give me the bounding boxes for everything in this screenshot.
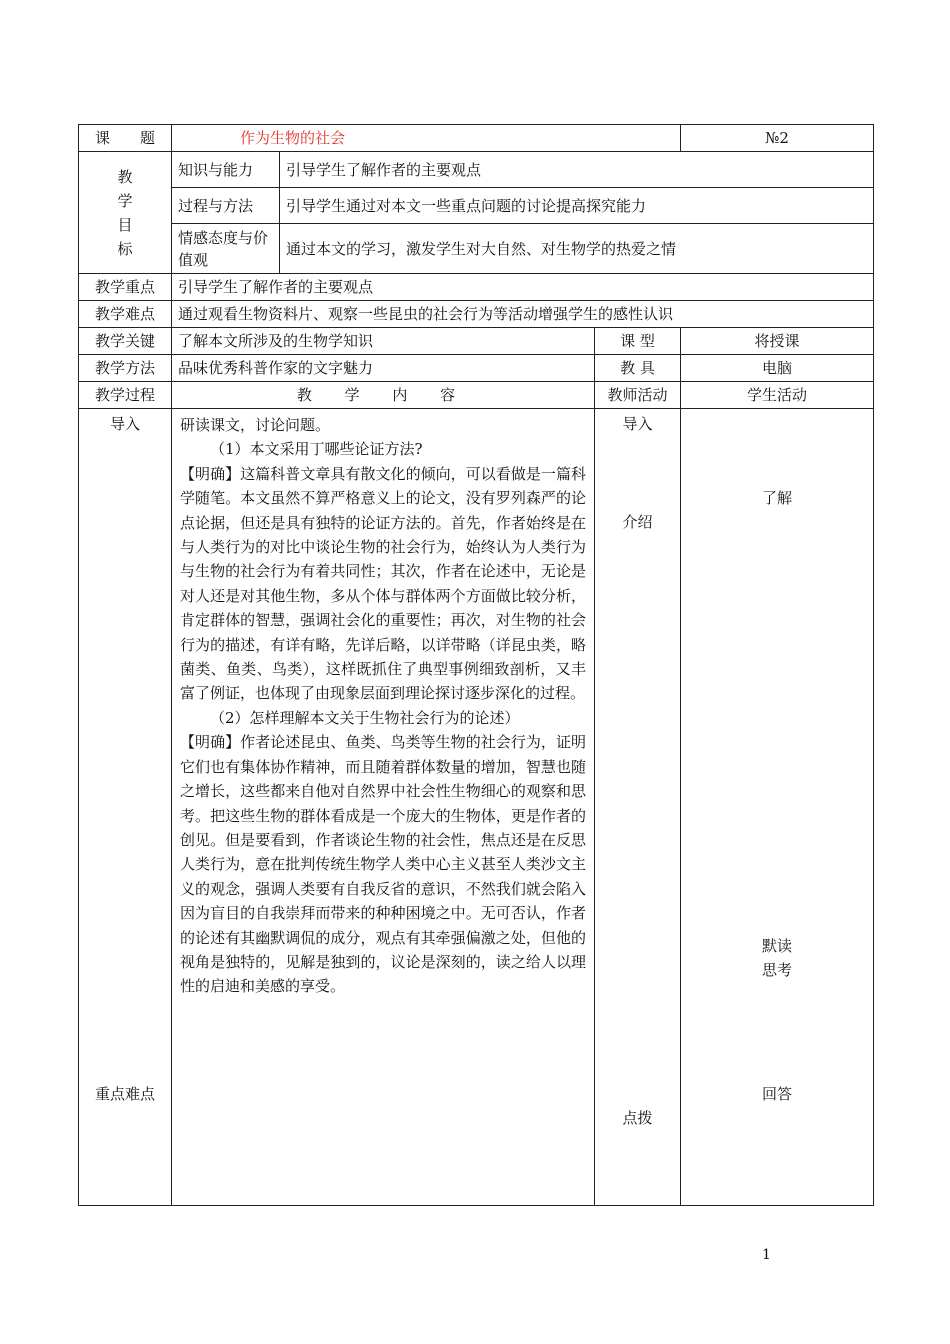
student-note-think: 思考: [762, 961, 793, 979]
goal-row-process: [79, 188, 874, 224]
key-row: [79, 328, 874, 355]
student-activity-cell: [681, 409, 874, 1206]
focus-label: 教学重点: [79, 274, 172, 301]
focus-value: 引导学生了解作者的主要观点: [172, 274, 874, 301]
process-stage-cell: [79, 409, 172, 1206]
page-number: 1: [762, 1247, 771, 1263]
difficulty-row: [79, 301, 874, 328]
teacher-note-guide: 点拨: [622, 1109, 653, 1127]
lesson-type-value: 将授课: [681, 328, 874, 355]
method-label: 教学方法: [79, 355, 172, 382]
goal-value: 通过本文的学习，激发学生对大自然、对生物学的热爱之情: [280, 224, 874, 274]
process-label: 教学过程: [79, 382, 172, 409]
process-body-row: [79, 409, 874, 1206]
stage-intro: 导入: [109, 415, 140, 433]
lesson-type-label: 课 型: [595, 328, 681, 355]
goals-label: 教 学 目 标: [79, 152, 172, 274]
teacher-note-introduce: 介绍: [622, 513, 653, 531]
method-row: [79, 355, 874, 382]
topic-row: [79, 125, 874, 152]
lesson-plan-table: [78, 124, 874, 1206]
student-note-answer: 回答: [762, 1085, 793, 1103]
stage-key-points: 重点难点: [94, 1085, 155, 1103]
topic-label: 课 题: [79, 125, 172, 152]
process-content-cell: [172, 409, 595, 1206]
goal-label: 过程与方法: [172, 188, 280, 224]
key-value: 了解本文所涉及的生物学知识: [172, 328, 595, 355]
goal-value: 引导学生了解作者的主要观点: [280, 152, 874, 188]
lesson-number: №2: [681, 125, 874, 152]
difficulty-value: 通过观看生物资料片、观察一些昆虫的社会行为等活动增强学生的感性认识: [172, 301, 874, 328]
goal-label: 情感态度与价值观: [172, 224, 280, 274]
student-activity-header: 学生活动: [681, 382, 874, 409]
goal-value: 引导学生通过对本文一些重点问题的讨论提高探究能力: [280, 188, 874, 224]
goal-label: 知识与能力: [172, 152, 280, 188]
tool-value: 电脑: [681, 355, 874, 382]
focus-row: [79, 274, 874, 301]
teacher-activity-header: 教师活动: [595, 382, 681, 409]
content-paragraph: （1）本文采用丁哪些论证方法?: [210, 440, 423, 459]
goal-row-emotion: [79, 224, 874, 274]
key-label: 教学关键: [79, 328, 172, 355]
process-header-row: [79, 382, 874, 409]
content-paragraph: 研读课文，讨论问题。: [180, 416, 331, 434]
content-paragraphs: [180, 411, 586, 999]
student-note-understand: 了解: [762, 489, 793, 507]
content-paragraph: （2）怎样理解本文关于生物社会行为的论述）: [210, 708, 520, 727]
topic-value: 作为生物的社会: [172, 125, 681, 152]
goal-row-knowledge: [79, 152, 874, 188]
teacher-activity-cell: [595, 409, 681, 1206]
content-paragraph: 【明确】作者论述昆虫、鱼类、鸟类等生物的社会行为，证明它们也有集体协作精神，而且随着群体数量的增加，智慧也随之增长，这些都来自他对自然界中社会性生物细心的观察和思考。把这些生物的群体看成是一个庞大的生物体，更是作者的创见。但是要看到，作者谈论生物的社会性，焦点还是在反思人类行为，意在批判传统生物学人类中心主义甚至人类沙文主义的观念，强调人类要有自我反省的意识，不然我们就会陷入因为盲目的自我崇拜而带来的种种困境之中。无可否认，作者的论述有其幽默调侃的成分，观点有其牵强偏激之处，但他的视角是独特的，见解是独到的，议论是深刻的，读之给人以理性的启迪和美感的享受。: [180, 733, 586, 996]
method-value: 品味优秀科普作家的文字魅力: [172, 355, 595, 382]
teacher-note-intro: 导入: [622, 415, 653, 433]
process-content-header: 教 学 内 容: [172, 382, 595, 409]
difficulty-label: 教学难点: [79, 301, 172, 328]
content-paragraph: 【明确】这篇科普文章具有散文化的倾向，可以看做是一篇科学随笔。本文虽然不算严格意义上的论文，没有罗列森严的论点论据，但还是具有独特的论证方法的。首先，作者始终是在与人类行为的对比中谈论生物的社会行为，始终认为人类行为与生物的社会行为有着共同性；其次，作者在论述中，无论是对人还是对其他生物，多从个体与群体两个方面做比较分析，肯定群体的智慧，强调社会化的重要性；再次，对生物的社会行为的描述，有详有略，先详后略，以详带略（详昆虫类，略菌类、鱼类、鸟类），这样既抓住了典型事例细致剖析，又丰富了例证，也体现了由现象层面到理论探讨逐步深化的过程。: [180, 464, 586, 703]
tool-label: 教 具: [595, 355, 681, 382]
student-note-read: 默读: [762, 937, 793, 955]
